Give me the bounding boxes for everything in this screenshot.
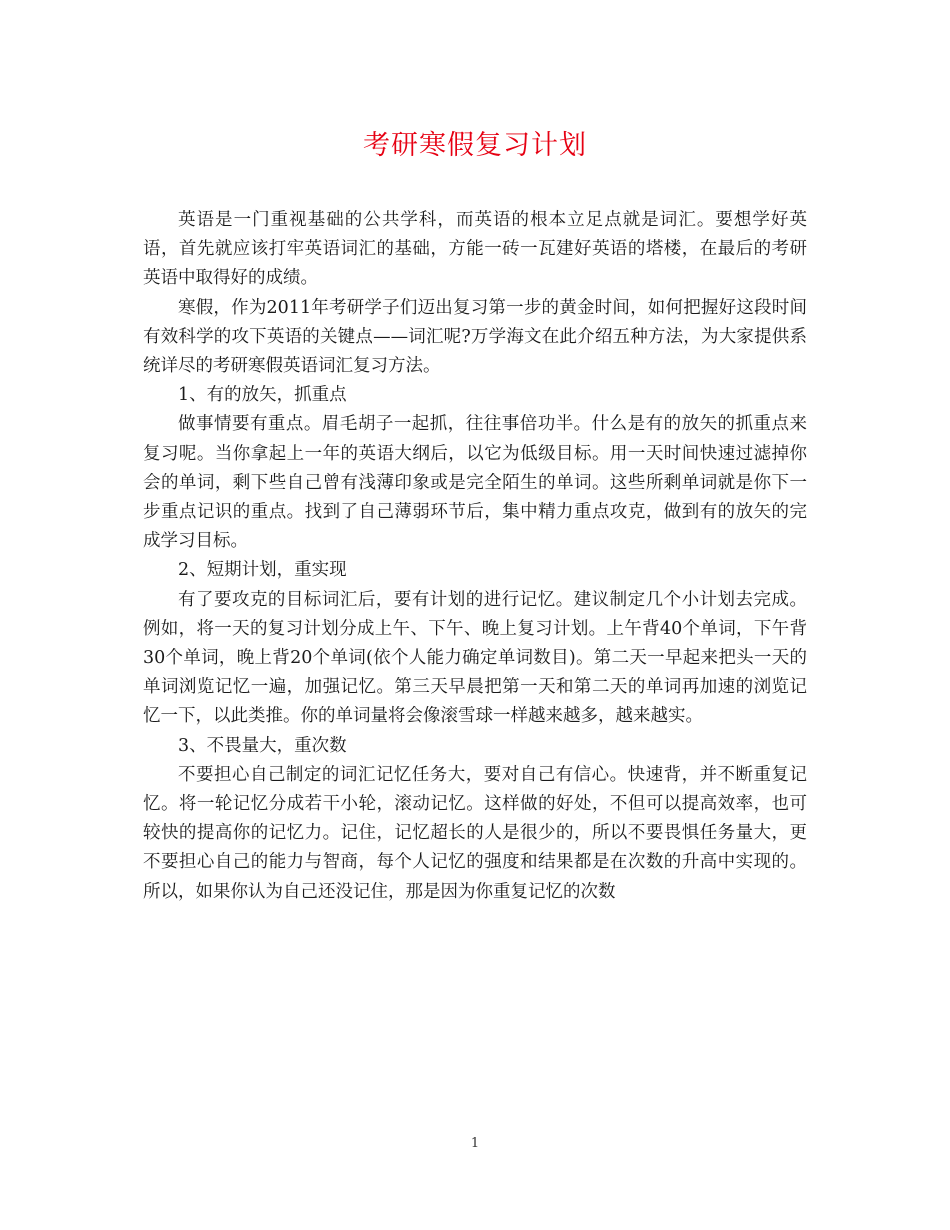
section-heading-3: 3、不畏量大，重次数	[178, 735, 347, 756]
page-number: 1	[470, 1136, 480, 1151]
paragraph-winter-break: 寒假，作为2011年考研学子们迈出复习第一步的黄金时间，如何把握好这段时间有效科学的攻下英语的关键点——词汇呢?万学海文在此介绍五种方法，为大家提供系统详尽的考研寒假英语词汇复习方法。	[143, 297, 807, 377]
section-heading-2: 2、短期计划，重实现	[178, 560, 347, 581]
section-heading-1: 1、有的放矢，抓重点	[178, 385, 347, 406]
paragraph-section-3: 不要担心自己制定的词汇记忆任务大，要对自己有信心。快速背，并不断重复记忆。将一轮记忆分成若干小轮，滚动记忆。这样做的好处，不但可以提高效率，也可较快的提高你的记忆力。记住，记忆超长的人是很少的，所以不要畏惧任务量大，更不要担心自己的能力与智商，每个人记忆的强度和结果都是在次数的升高中实现的。所以，如果你认为自己还没记住，那是因为你重复记忆的次数	[143, 764, 807, 902]
paragraph-section-1: 做事情要有重点。眉毛胡子一起抓，往往事倍功半。什么是有的放矢的抓重点来复习呢。当你拿起上一年的英语大纲后，以它为低级目标。用一天时间快速过滤掉你会的单词，剩下些自己曾有浅薄印象或是完全陌生的单词。这些所剩单词就是你下一步重点记识的重点。找到了自己薄弱环节后，集中精力重点攻克，做到有的放矢的完成学习目标。	[143, 414, 807, 552]
page-title: 考研寒假复习计划	[363, 130, 587, 161]
paragraph-section-2: 有了要攻克的目标词汇后，要有计划的进行记忆。建议制定几个小计划去完成。例如，将一天的复习计划分成上午、下午、晚上复习计划。上午背40个单词，下午背30个单词，晚上背20个单词(依个人能力确定单词数目)。第二天一早起来把头一天的单词浏览记忆一遍，加强记忆。第三天早晨把第一天和第二天的单词再加速的浏览记忆一下，以此类推。你的单词量将会像滚雪球一样越来越多，越来越实。	[143, 589, 807, 727]
document-body	[143, 206, 807, 907]
paragraph-intro: 英语是一门重视基础的公共学科，而英语的根本立足点就是词汇。要想学好英语，首先就应该打牢英语词汇的基础，方能一砖一瓦建好英语的塔楼，在最后的考研英语中取得好的成绩。	[143, 210, 807, 289]
